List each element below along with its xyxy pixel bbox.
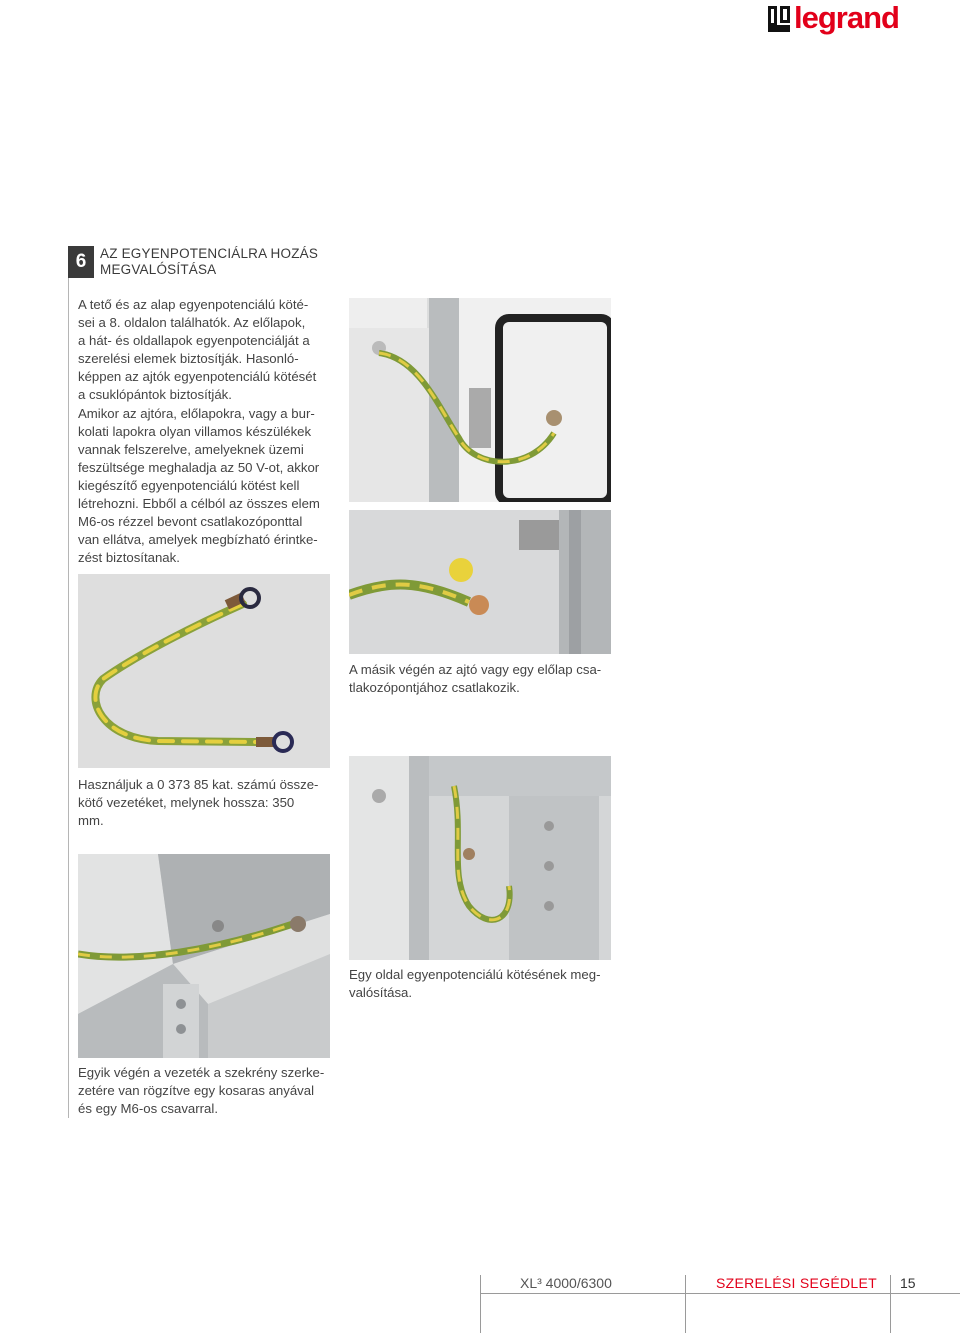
intro-line: vannak felszerelve, amelyeknek üzemi [78,441,304,457]
caption-line: Egyik végén a vezeték a szekrény szerke- [78,1065,325,1080]
intro-line: a csuklópántok biztosítják. [78,387,232,403]
page-number: 15 [900,1275,916,1291]
brand-name: legrand [794,0,899,35]
section-number: 6 [68,246,94,278]
footer-rule [480,1293,960,1294]
left-margin-rule [68,246,69,1118]
footer-separator [685,1275,686,1333]
footer-guide-title: SZERELÉSI SEGÉDLET [716,1275,878,1291]
intro-line: A tető és az alap egyenpotenciálú köté- [78,297,309,312]
section-title-line-1: AZ EGYENPOTENCIÁLRA HOZÁS [100,246,319,261]
side-connection-photo [349,756,611,960]
intro-paragraph [78,296,330,567]
footer-separator [890,1275,891,1333]
section-title-line-2: MEGVALÓSÍTÁSA [100,262,217,277]
caption-line: Használjuk a 0 373 85 kat. számú össze- [78,777,319,792]
intro-line: képpen az ajtók egyenpotenciálú kötését [78,369,317,385]
legrand-mark-icon [768,6,790,32]
legrand-logo [768,0,908,40]
door-hinge-photo [349,298,611,502]
cable-caption [78,776,330,830]
side-caption [349,966,611,1002]
intro-line: M6-os rézzel bevont csatlakozóponttal [78,514,303,530]
intro-line: szerelési elemek biztosítják. Hasonló- [78,351,299,367]
intro-line: Amikor az ajtóra, előlapokra, vagy a bur- [78,405,315,421]
caption-line: zetére van rögzítve egy kosaras anyával [78,1083,315,1099]
intro-line: feszültsége meghaladja az 50 V-ot, akkor [78,459,320,475]
door-end-caption [349,661,611,697]
cable-photo [78,574,330,768]
intro-line: zést biztosítanak. [78,550,180,566]
intro-line: létrehozni. Ebből a célból az összes elem [78,496,320,512]
intro-line: van ellátva, amelyek megbízható érintke- [78,532,318,548]
footer-model: XL³ 4000/6300 [520,1275,612,1291]
footer-separator [480,1275,481,1333]
caption-line: mm. [78,813,104,829]
caption-line: és egy M6-os csavarral. [78,1101,218,1117]
door-connection-photo [349,510,611,654]
intro-line: a hát- és oldallapok egyenpotenciálját a [78,333,310,349]
intro-line: sei a 8. oldalon találhatók. Az előlapok, [78,315,306,331]
frame-end-caption [78,1064,330,1118]
frame-connection-photo [78,854,330,1058]
intro-line: kolati lapokra olyan villamos készülékek [78,423,312,439]
caption-line: kötő vezetéket, melynek hossza: 350 [78,795,295,811]
caption-line: Egy oldal egyenpotenciálú kötésének meg- [349,967,601,982]
intro-line: kiegészítő egyenpotenciálú kötést kell [78,477,300,493]
caption-line: A másik végén az ajtó vagy egy előlap csa- [349,662,602,677]
caption-line: valósítása. [349,985,413,1001]
section-title [100,246,340,278]
caption-line: tlakozópontjához csatlakozik. [349,680,520,696]
